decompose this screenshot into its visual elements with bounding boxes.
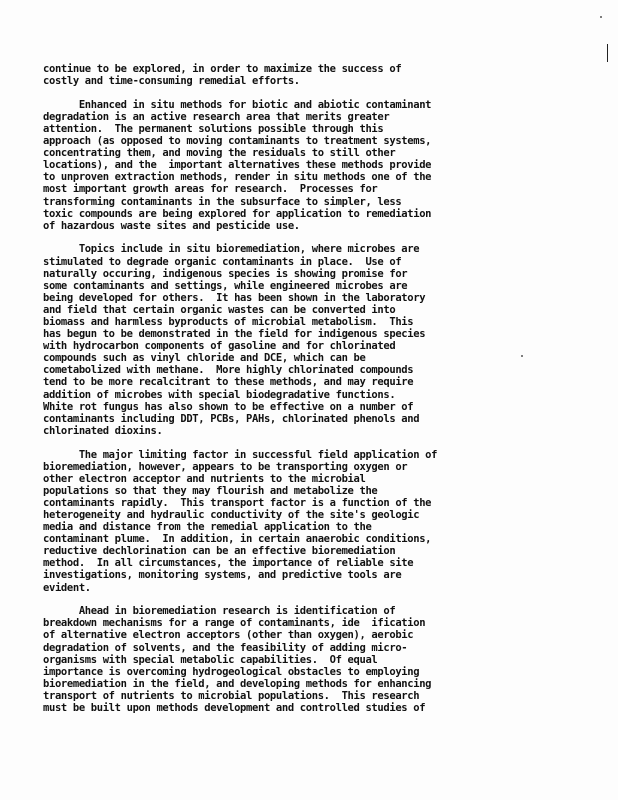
paragraph <box>43 449 527 594</box>
text-line: transforming contaminants in the subsurface to simpler, less <box>43 195 402 208</box>
text-line: bioremediation in the field, and developing methods for enhancing <box>43 677 432 690</box>
text-line: most important growth areas for research. Processes for <box>43 183 378 196</box>
text-line: being developed for others. It has been shown in the laboratory <box>43 291 426 304</box>
text-line: some contaminants and settings, while engineered microbes are <box>43 279 408 292</box>
text-line: with hydrocarbon components of gasoline and for chlorinated <box>43 340 396 353</box>
text-line: tend to be more recalcitrant to these methods, and may require <box>43 376 414 389</box>
text-line: of alternative electron acceptors (other than oxygen), aerobic <box>43 629 414 642</box>
text-line: and field that certain organic wastes can be converted into <box>43 303 396 316</box>
text-line: costly and time-consuming remedial efforts. <box>43 75 300 88</box>
text-line: Enhanced in situ methods for biotic and abiotic contaminant <box>43 98 432 111</box>
text-line: reductive dechlorination can be an effective bioremediation <box>43 545 396 558</box>
text-line: bioremediation, however, appears to be transporting oxygen or <box>43 460 408 473</box>
text-line: Ahead in bioremediation research is identification of <box>43 605 396 618</box>
scan-speck <box>600 16 602 18</box>
text-line: concentrating them, and moving the residuals to still other <box>43 147 396 160</box>
paragraph <box>43 605 527 714</box>
text-line: populations so that they may flourish and metabolize the <box>43 484 378 497</box>
text-line: degradation of solvents, and the feasibility of adding micro- <box>43 641 408 654</box>
text-line: continue to be explored, in order to maximize the success of <box>43 63 402 75</box>
text-line: breakdown mechanisms for a range of contaminants, ide ification <box>43 617 426 630</box>
text-line: investigations, monitoring systems, and predictive tools are <box>43 569 402 582</box>
paragraph <box>43 63 527 87</box>
text-line: to unproven extraction methods, render in situ methods one of the <box>43 171 432 184</box>
text-line: contaminants rapidly. This transport factor is a function of the <box>43 496 432 509</box>
text-line: toxic compounds are being explored for application to remediation <box>43 207 432 220</box>
text-line: heterogeneity and hydraulic conductivity of the site's geologic <box>43 508 420 521</box>
margin-mark <box>607 44 608 62</box>
text-line: method. In all circumstances, the importance of reliable site <box>43 557 414 570</box>
text-line: locations), and the important alternatives these methods provide <box>43 159 432 172</box>
paragraph <box>43 99 527 232</box>
text-line: The major limiting factor in successful field application of <box>43 448 438 461</box>
text-line: degradation is an active research area that merits greater <box>43 110 390 123</box>
text-line: compounds such as vinyl chloride and DCE, which can be <box>43 352 366 365</box>
text-line: cometabolized with methane. More highly chlorinated compounds <box>43 364 414 377</box>
document-body <box>43 63 527 726</box>
text-line: naturally occuring, indigenous species is showing promise for <box>43 267 408 280</box>
text-line: organisms with special metabolic capabilities. Of equal <box>43 653 378 666</box>
text-line: biomass and harmless byproducts of microbial metabolism. This <box>43 315 414 328</box>
text-line: Topics include in situ bioremediation, where microbes are <box>43 243 420 256</box>
text-line: contaminant plume. In addition, in certain anaerobic conditions, <box>43 533 432 546</box>
text-line: has begun to be demonstrated in the field for indigenous species <box>43 328 426 341</box>
text-line: must be built upon methods development and controlled studies of <box>43 701 426 714</box>
text-line: evident. <box>43 581 91 594</box>
text-line: of hazardous waste sites and pesticide use. <box>43 219 300 232</box>
text-line: other electron acceptor and nutrients to the microbial <box>43 472 366 485</box>
text-line: transport of nutrients to microbial populations. This research <box>43 689 420 702</box>
text-line: media and distance from the remedial application to the <box>43 521 372 534</box>
text-line: contaminants including DDT, PCBs, PAHs, chlorinated phenols and <box>43 412 420 425</box>
text-line: importance is overcoming hydrogeological obstacles to employing <box>43 665 420 678</box>
text-line: chlorinated dioxins. <box>43 424 163 437</box>
paragraph <box>43 243 527 437</box>
text-line: addition of microbes with special biodegradative functions. <box>43 388 396 401</box>
text-line: approach (as opposed to moving contaminants to treatment systems, <box>43 135 432 148</box>
text-line: White rot fungus has also shown to be effective on a number of <box>43 400 414 413</box>
text-line: attention. The permanent solutions possible through this <box>43 122 384 135</box>
text-line: stimulated to degrade organic contaminants in place. Use of <box>43 255 402 268</box>
